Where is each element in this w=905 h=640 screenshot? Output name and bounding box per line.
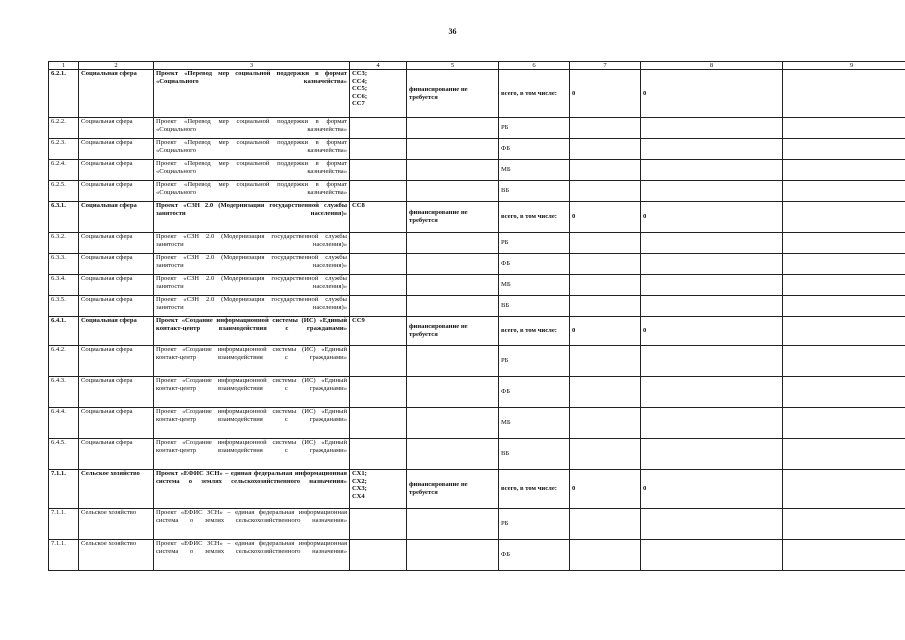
indicator-code-cell [350,139,407,160]
value-col8-cell [641,296,783,317]
sphere-cell: Социальная сфера [79,439,154,470]
funding-source-cell: ФБ [499,139,570,160]
funding-source-cell: всего, в том числе: [499,70,570,118]
financing-note-cell [407,408,499,439]
value-col9-cell [783,254,905,275]
value-col9-cell [783,408,905,439]
row-number-cell: 6.4.2. [49,346,79,377]
financing-note-cell [407,540,499,571]
indicator-code-cell [350,254,407,275]
column-number: 5 [407,62,499,70]
indicator-code-cell [350,509,407,540]
project-name-cell: Проект «Перевод мер социальной поддержки в формат «Социального казначейства» [154,181,350,202]
project-name-cell: Проект «Перевод мер социальной поддержки в формат «Социального казначейства» [154,160,350,181]
funding-source-cell: ВБ [499,181,570,202]
financing-note-cell: финансирование не требуется [407,70,499,118]
indicator-code-cell: СС3; СС4; СС5; СС6; СС7 [350,70,407,118]
value-col9-cell [783,439,905,470]
sphere-cell: Социальная сфера [79,233,154,254]
value-col9-cell [783,377,905,408]
value-col8-cell [641,540,783,571]
value-col7-cell [570,296,641,317]
funding-source-cell: МБ [499,408,570,439]
value-col9-cell [783,181,905,202]
row-number-cell: 6.2.3. [49,139,79,160]
value-col8-cell [641,181,783,202]
value-col7-cell [570,233,641,254]
table-row [49,202,905,233]
value-col9-cell [783,540,905,571]
value-col7-cell [570,160,641,181]
value-col8-cell [641,509,783,540]
value-col7-cell [570,346,641,377]
table-row [49,181,905,202]
financing-note-cell [407,377,499,408]
sphere-cell: Социальная сфера [79,70,154,118]
indicator-code-cell [350,439,407,470]
table-body [49,62,905,571]
sphere-cell: Сельское хозяйство [79,540,154,571]
row-number-cell: 6.4.5. [49,439,79,470]
sphere-cell: Социальная сфера [79,181,154,202]
value-col9-cell [783,70,905,118]
project-name-cell: Проект «Создание информационной системы (ИС) «Единый контакт-центр взаимодействия с гражданами» [154,377,350,408]
value-col9-cell [783,160,905,181]
project-name-cell: Проект «ЕФИС ЗСН» – единая федеральная информационная система о землях сельскохозяйственного назначения» [154,540,350,571]
column-number: 8 [641,62,783,70]
value-col8-cell [641,408,783,439]
column-number: 7 [570,62,641,70]
financing-note-cell [407,509,499,540]
column-number: 9 [783,62,905,70]
sphere-cell: Социальная сфера [79,346,154,377]
value-col7-cell [570,509,641,540]
value-col9-cell [783,139,905,160]
funding-source-cell: всего, в том числе: [499,470,570,509]
value-col8-cell [641,233,783,254]
value-col8-cell: 0 [641,202,783,233]
project-name-cell: Проект «СЗН 2.0 (Модернизация государственной службы занятости населения)» [154,233,350,254]
project-name-cell: Проект «ЕФИС ЗСН» – единая федеральная информационная система о землях сельскохозяйственного назначения» [154,509,350,540]
value-col7-cell [570,540,641,571]
project-name-cell: Проект «Перевод мер социальной поддержки в формат «Социального казначейства» [154,70,350,118]
financing-note-cell [407,233,499,254]
value-col8-cell [641,377,783,408]
funding-source-cell: РБ [499,118,570,139]
indicator-code-cell [350,540,407,571]
row-number-cell: 6.3.3. [49,254,79,275]
table-row [49,408,905,439]
funding-source-cell: РБ [499,346,570,377]
table-row [49,470,905,509]
project-name-cell: Проект «Создание информационной системы (ИС) «Единый контакт-центр взаимодействия с гражданами» [154,346,350,377]
row-number-cell: 7.1.1. [49,509,79,540]
financing-note-cell [407,181,499,202]
column-number: 2 [79,62,154,70]
column-number: 4 [350,62,407,70]
row-number-cell: 6.3.5. [49,296,79,317]
table-row [49,70,905,118]
table-row [49,377,905,408]
value-col9-cell [783,296,905,317]
value-col7-cell: 0 [570,470,641,509]
value-col7-cell: 0 [570,202,641,233]
table-row [49,509,905,540]
value-col8-cell [641,439,783,470]
financing-note-cell [407,439,499,470]
funding-source-cell: ВБ [499,439,570,470]
column-number: 6 [499,62,570,70]
sphere-cell: Социальная сфера [79,139,154,160]
value-col7-cell [570,181,641,202]
indicator-code-cell [350,118,407,139]
funding-source-cell: всего, в том числе: [499,317,570,346]
indicator-code-cell [350,181,407,202]
value-col9-cell [783,275,905,296]
indicator-code-cell: СС9 [350,317,407,346]
project-name-cell: Проект «ЕФИС ЗСН» – единая федеральная информационная система о землях сельскохозяйственного назначения» [154,470,350,509]
funding-source-cell: РБ [499,509,570,540]
value-col7-cell [570,408,641,439]
indicator-code-cell: СХ1; СХ2; СХ3; СХ4 [350,470,407,509]
indicator-code-cell [350,275,407,296]
project-name-cell: Проект «СЗН 2.0 (Модернизация государственной службы занятости населения)» [154,275,350,296]
row-number-cell: 6.4.4. [49,408,79,439]
financing-note-cell [407,296,499,317]
sphere-cell: Социальная сфера [79,317,154,346]
sphere-cell: Социальная сфера [79,202,154,233]
funding-source-cell: ФБ [499,377,570,408]
row-number-cell: 6.3.4. [49,275,79,296]
value-col8-cell [641,160,783,181]
financing-note-cell [407,275,499,296]
sphere-cell: Социальная сфера [79,377,154,408]
indicator-code-cell [350,346,407,377]
sphere-cell: Социальная сфера [79,408,154,439]
project-name-cell: Проект «Создание информационной системы (ИС) «Единый контакт-центр взаимодействия с гражданами» [154,317,350,346]
project-name-cell: Проект «Перевод мер социальной поддержки в формат «Социального казначейства» [154,118,350,139]
financing-note-cell [407,139,499,160]
row-number-cell: 7.1.1. [49,540,79,571]
indicator-code-cell: СС8 [350,202,407,233]
sphere-cell: Социальная сфера [79,254,154,275]
table-row [49,296,905,317]
financing-note-cell: финансирование не требуется [407,317,499,346]
column-number: 3 [154,62,350,70]
table-row [49,346,905,377]
financing-note-cell: финансирование не требуется [407,470,499,509]
table-row [49,439,905,470]
table-row [49,118,905,139]
value-col9-cell [783,233,905,254]
indicator-code-cell [350,296,407,317]
value-col8-cell [641,118,783,139]
indicator-code-cell [350,377,407,408]
sphere-cell: Социальная сфера [79,160,154,181]
value-col8-cell [641,139,783,160]
value-col7-cell [570,377,641,408]
value-col9-cell [783,470,905,509]
table-row [49,139,905,160]
page-number: 36 [448,27,457,36]
sphere-cell: Сельское хозяйство [79,470,154,509]
value-col9-cell [783,202,905,233]
project-name-cell: Проект «Создание информационной системы (ИС) «Единый контакт-центр взаимодействия с гражданами» [154,439,350,470]
financing-note-cell [407,118,499,139]
financing-note-cell [407,254,499,275]
row-number-cell: 6.2.1. [49,70,79,118]
value-col8-cell [641,275,783,296]
value-col9-cell [783,346,905,377]
value-col7-cell [570,118,641,139]
sphere-cell: Социальная сфера [79,275,154,296]
value-col8-cell: 0 [641,317,783,346]
indicator-code-cell [350,408,407,439]
indicator-code-cell [350,160,407,181]
funding-source-cell: всего, в том числе: [499,202,570,233]
project-name-cell: Проект «Создание информационной системы (ИС) «Единый контакт-центр взаимодействия с гражданами» [154,408,350,439]
value-col9-cell [783,118,905,139]
column-number-row [49,62,905,70]
row-number-cell: 6.3.1. [49,202,79,233]
funding-source-cell: ФБ [499,540,570,571]
table-row [49,540,905,571]
financing-note-cell [407,346,499,377]
sphere-cell: Сельское хозяйство [79,509,154,540]
sphere-cell: Социальная сфера [79,118,154,139]
funding-source-cell: ФБ [499,254,570,275]
table-row [49,233,905,254]
value-col8-cell [641,254,783,275]
indicator-code-cell [350,233,407,254]
column-number: 1 [49,62,79,70]
table-row [49,254,905,275]
value-col7-cell: 0 [570,70,641,118]
value-col7-cell [570,275,641,296]
row-number-cell: 6.2.5. [49,181,79,202]
funding-source-cell: МБ [499,160,570,181]
funding-source-cell: МБ [499,275,570,296]
project-name-cell: Проект «СЗН 2.0 (Модернизация государственной службы занятости населения)» [154,296,350,317]
table-row [49,317,905,346]
sphere-cell: Социальная сфера [79,296,154,317]
row-number-cell: 6.2.2. [49,118,79,139]
funding-source-cell: ВБ [499,296,570,317]
project-name-cell: Проект «СЗН 2.0 (Модернизация государственной службы занятости населения)» [154,202,350,233]
row-number-cell: 6.3.2. [49,233,79,254]
value-col9-cell [783,317,905,346]
value-col8-cell: 0 [641,470,783,509]
project-name-cell: Проект «Перевод мер социальной поддержки в формат «Социального казначейства» [154,139,350,160]
value-col7-cell: 0 [570,317,641,346]
value-col8-cell [641,346,783,377]
table-row [49,275,905,296]
table-row [49,160,905,181]
financing-note-cell [407,160,499,181]
budget-table [48,61,905,571]
row-number-cell: 6.2.4. [49,160,79,181]
financing-note-cell: финансирование не требуется [407,202,499,233]
project-name-cell: Проект «СЗН 2.0 (Модернизация государственной службы занятости населения)» [154,254,350,275]
value-col7-cell [570,254,641,275]
row-number-cell: 6.4.3. [49,377,79,408]
row-number-cell: 6.4.1. [49,317,79,346]
value-col7-cell [570,439,641,470]
value-col7-cell [570,139,641,160]
value-col8-cell: 0 [641,70,783,118]
value-col9-cell [783,509,905,540]
funding-source-cell: РБ [499,233,570,254]
row-number-cell: 7.1.1. [49,470,79,509]
